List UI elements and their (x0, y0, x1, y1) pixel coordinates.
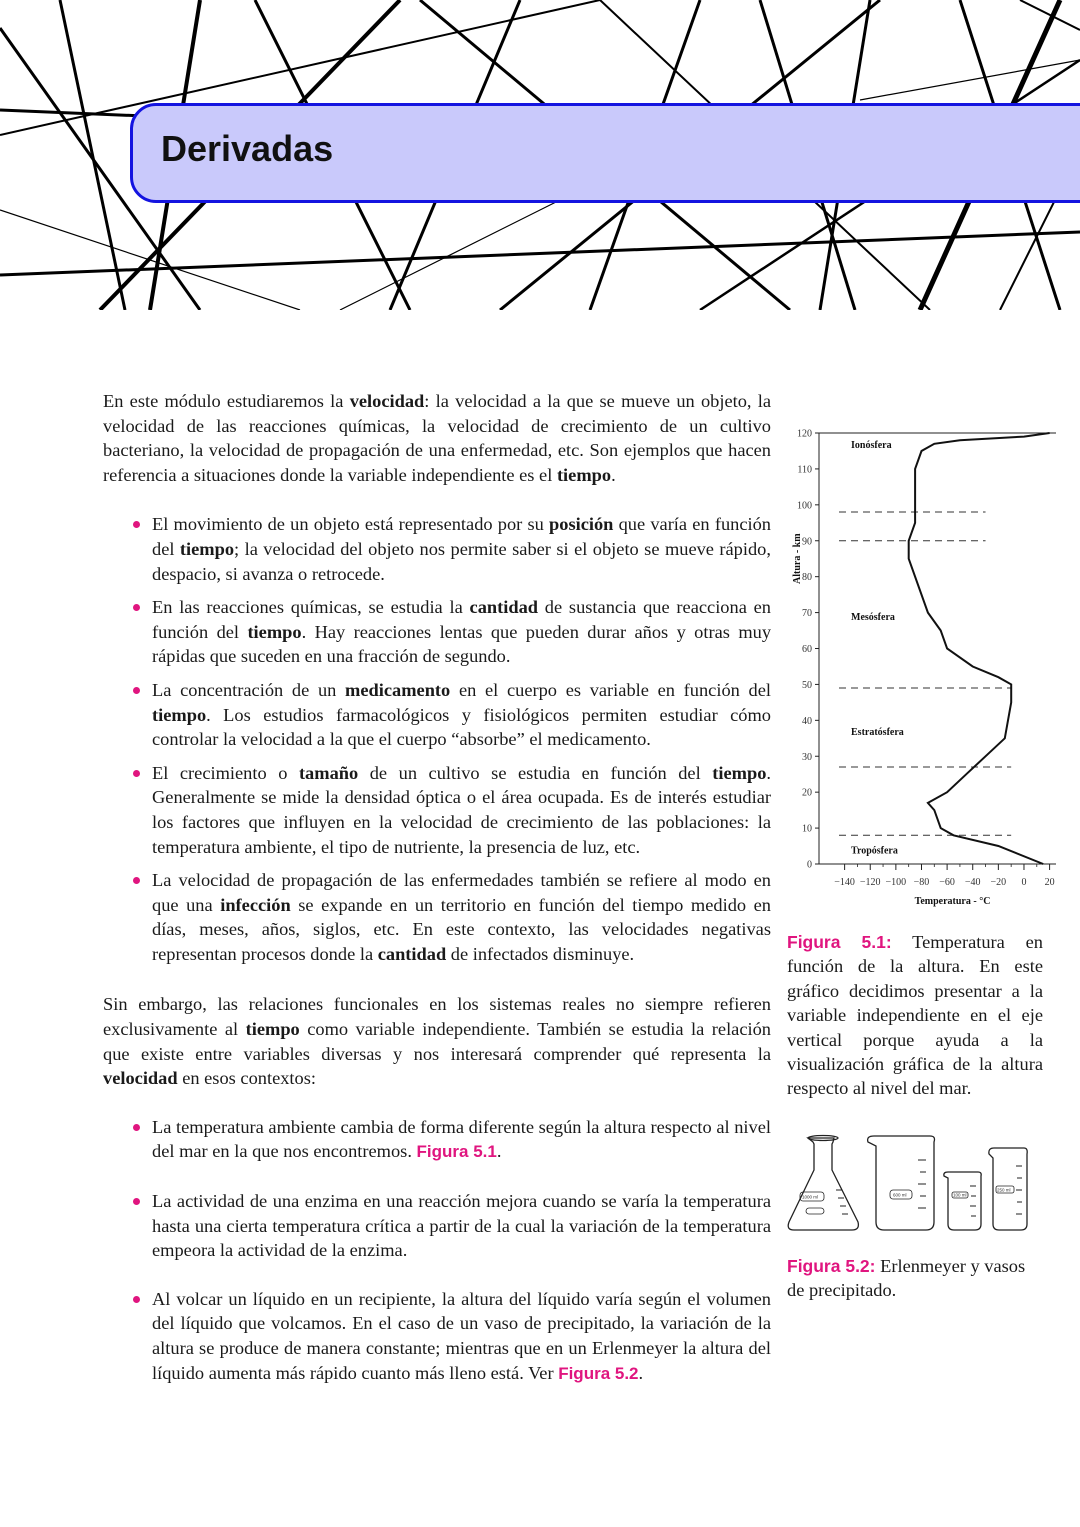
flask-label-1000: 1000 ml (802, 1194, 819, 1200)
flask-label-600: 600 ml (893, 1192, 907, 1198)
y-tick-label: 50 (802, 679, 812, 691)
list-item: La temperatura ambiente cambia de forma diferente según la altura respecto al nivel del mar en la que nos encontremos. Figura 5.1. (103, 1115, 771, 1165)
layer-label: Ionósfera (851, 439, 892, 451)
layer-label: Tropósfera (851, 845, 898, 857)
y-tick-label: 100 (797, 500, 812, 512)
x-tick-label: 0 (1021, 877, 1027, 888)
x-tick-label: −120 (859, 877, 881, 888)
list-item: El crecimiento o tamaño de un cultivo se estudia en función del tiempo. Generalmente se mide la densidad óptica o el área ocupada. Es de interés estudiar los factores que influyen en la velocidad de crecimiento de las poblaciones: la temperatura ambiente, el tipo de nutriente, la presencia de luz, etc. (103, 761, 771, 859)
layer-label: Estratósfera (851, 727, 904, 739)
figure-5-1-caption: Figura 5.1: Temperatura en función de la altura. En este gráfico decidimos presentar a la variable independiente en el eje vertical porque ayuda a la visualización gráfica de la altura respecto al nivel del mar. (787, 932, 1043, 1099)
y-tick-label: 120 (797, 428, 812, 440)
temperature-profile-line (909, 433, 1050, 864)
x-tick-label: −20 (990, 877, 1007, 888)
layer-label: Mesósfera (851, 612, 895, 624)
beaker-600 (868, 1136, 935, 1230)
time-examples-list (103, 512, 771, 966)
y-tick-label: 40 (802, 715, 812, 727)
other-variables-list (103, 1115, 771, 1386)
erlenmeyer-flask (788, 1138, 858, 1230)
x-tick-label: −140 (834, 877, 855, 888)
y-axis-title: Altura - km (792, 533, 803, 584)
x-tick-label: −80 (913, 877, 930, 888)
y-tick-label: 70 (802, 608, 812, 620)
y-tick-label: 60 (802, 644, 812, 655)
main-text (103, 389, 771, 1410)
list-item: La actividad de una enzima en una reacción mejora cuando se varía la temperatura hasta una cierta temperatura crítica a partir de la cual la variación de la temperatura empeora la actividad de la enzima. (103, 1189, 771, 1263)
flask-label-250: 250 ml (997, 1187, 1011, 1193)
y-tick-label: 20 (802, 787, 812, 799)
list-item: La concentración de un medicamento en el cuerpo es variable en función del tiempo. Los estudios farmacológicos y fisiológicos permiten estudiar cómo controlar la velocidad a la que el cuerpo “absorbe” el medicamento. (103, 678, 771, 752)
intro-paragraph: En este módulo estudiaremos la velocidad: la velocidad a la que se mueve un objeto, la velocidad de las reacciones químicas, la velocidad de crecimiento de un cultivo bacteriano, la velocidad de propagación de una enfermedad, etc. Son ejemplos que hacen referencia a situaciones donde la variable independiente es el tiempo. (103, 391, 772, 485)
glassware-illustration (786, 1130, 1048, 1238)
x-tick-label: −40 (964, 877, 981, 888)
y-tick-label: 90 (802, 536, 812, 548)
list-item: En las reacciones químicas, se estudia la cantidad de sustancia que reacciona en función del tiempo. Hay reacciones lentas que pueden durar años y otras muy rápidas que suceden en una fracción de segundo. (103, 595, 771, 669)
transition-paragraph: Sin embargo, las relaciones funcionales en los sistemas reales no siempre refieren exclusivamente al tiempo como variable independiente. También se estudia la relación que existe entre variables diversas y nos interesará comprender qué representa la velocidad en esos contextos: (103, 994, 771, 1089)
y-tick-label: 10 (802, 823, 812, 835)
beaker-100 (944, 1172, 981, 1230)
y-tick-label: 80 (802, 572, 812, 584)
figure-5-1-link[interactable]: Figura 5.1 (416, 1142, 497, 1162)
x-axis-title: Temperatura - °C (914, 896, 991, 907)
flask-label-100: 100 ml (953, 1192, 967, 1198)
temperature-altitude-chart (786, 420, 1066, 915)
y-tick-label: 30 (802, 751, 812, 763)
x-tick-label: −60 (939, 877, 955, 888)
x-tick-label: −100 (885, 877, 907, 888)
list-item: El movimiento de un objeto está representado por su posición que varía en función del tiempo; la velocidad del objeto nos permite saber si el objeto se mueve rápido, despacio, si avanza o retrocede. (103, 512, 771, 586)
figure-5-2-caption: Figura 5.2: Erlenmeyer y vasos de precipitado. (787, 1256, 1026, 1301)
figure-5-2-link[interactable]: Figura 5.2 (558, 1363, 639, 1383)
list-item: Al volcar un líquido en un recipiente, la altura del líquido varía según el volumen del líquido que volcamos. En el caso de un vaso de precipitado, la variación de la altura se produce de manera constante; mientras que en un Erlenmeyer la altura del líquido aumenta más rápido cuanto más lleno está. Ver Figura 5.2. (103, 1287, 771, 1386)
chapter-title: Derivadas (161, 128, 334, 169)
chapter-banner (130, 103, 1080, 203)
y-tick-label: 110 (797, 464, 812, 476)
x-tick-label: 20 (1044, 877, 1055, 888)
y-tick-label: 0 (807, 859, 812, 871)
list-item: La velocidad de propagación de las enfermedades también se refiere al modo en que una infección se expande en un territorio en función del tiempo medido en días, meses, años, siglos, etc. En este contexto, las velocidades negativas representan procesos donde la cantidad de infectados disminuye. (103, 868, 771, 966)
